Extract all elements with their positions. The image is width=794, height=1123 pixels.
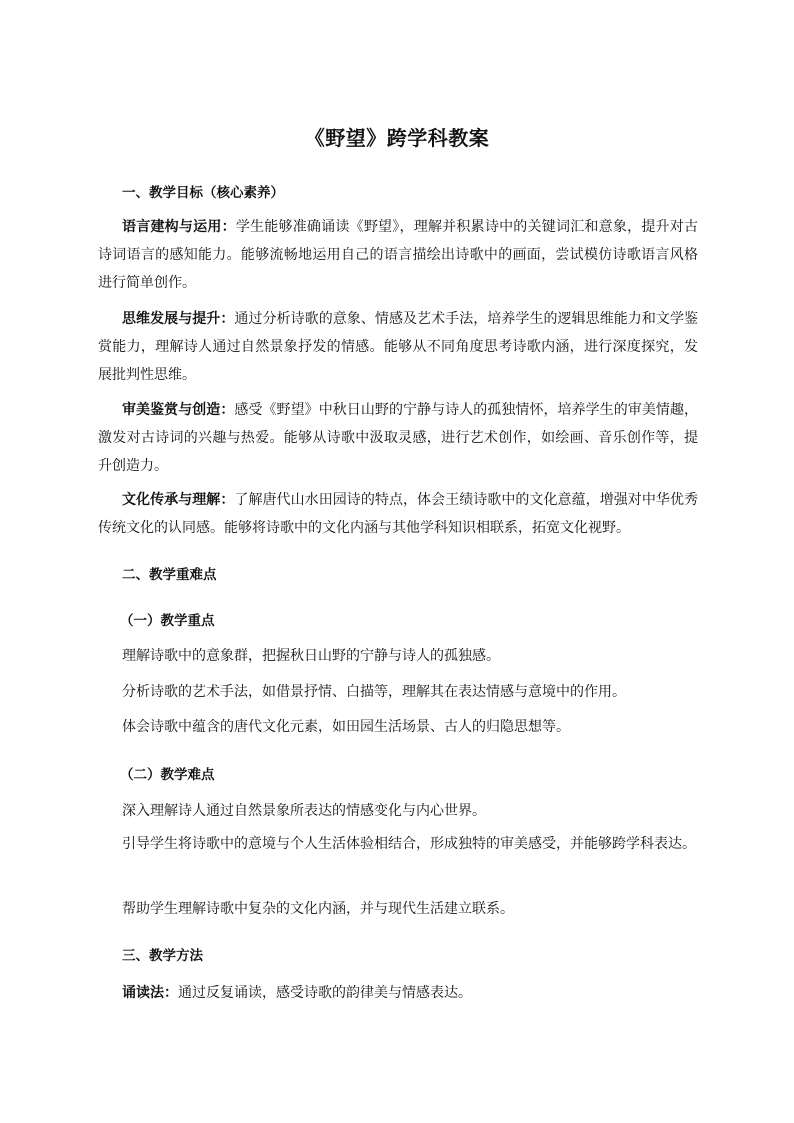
objective-thinking <box>98 305 698 389</box>
section-heading-objectives: 一、教学目标（核心素养） <box>122 185 284 201</box>
difficulty-item: 引导学生将诗歌中的意境与个人生活体验相结合，形成独特的审美感受，并能够跨学科表达。 <box>122 836 696 852</box>
method-recitation-label: 诵读法： <box>122 985 178 1001</box>
focus-item: 分析诗歌的艺术手法，如借景抒情、白描等，理解其在表达情感与意境中的作用。 <box>122 684 626 700</box>
objective-culture-text: 了解唐代山水田园诗的特点，体会王绩诗歌中的文化意蕴，增强对中华优秀传统文化的认同感。能够将诗歌中的文化内涵与其他学科知识相联系，拓宽文化视野。 <box>98 492 699 536</box>
objective-aesthetic <box>98 396 698 480</box>
focus-item: 体会诗歌中蕴含的唐代文化元素，如田园生活场景、古人的归隐思想等。 <box>122 719 570 735</box>
objective-language <box>98 213 698 297</box>
focus-item: 理解诗歌中的意象群，把握秋日山野的宁静与诗人的孤独感。 <box>122 648 500 664</box>
section-heading-key-points: 二、教学重难点 <box>122 567 217 583</box>
objective-language-label: 语言建构与运用： <box>122 219 236 235</box>
method-recitation-text: 通过反复诵读，感受诗歌的韵律美与情感表达。 <box>178 985 472 1001</box>
difficulty-item: 深入理解诗人通过自然景象所表达的情感变化与内心世界。 <box>122 803 486 819</box>
objective-aesthetic-text: 感受《野望》中秋日山野的宁静与诗人的孤独情怀，培养学生的审美情趣，激发对古诗词的兴趣与热爱。能够从诗歌中汲取灵感，进行艺术创作，如绘画、音乐创作等，提升创造力。 <box>98 402 699 474</box>
objective-language-text: 学生能够准确诵读《野望》，理解并积累诗中的关键词汇和意象，提升对古诗词语言的感知能力。能够流畅地运用自己的语言描绘出诗歌中的画面，尝试模仿诗歌语言风格进行简单创作。 <box>98 219 699 291</box>
method-item <box>122 983 702 1003</box>
difficulty-item: 帮助学生理解诗歌中复杂的文化内涵，并与现代生活建立联系。 <box>122 901 514 917</box>
objective-aesthetic-label: 审美鉴赏与创造： <box>122 402 235 418</box>
objective-culture <box>98 486 698 542</box>
subheading-focus: （一）教学重点 <box>120 613 215 629</box>
section-heading-methods: 三、教学方法 <box>122 948 203 964</box>
subheading-difficulty: （二）教学难点 <box>120 767 215 783</box>
objective-thinking-label: 思维发展与提升： <box>122 311 235 327</box>
document-title: 《野望》跨学科教案 <box>304 126 490 150</box>
objective-culture-label: 文化传承与理解： <box>122 492 235 508</box>
objective-thinking-text: 通过分析诗歌的意象、情感及艺术手法，培养学生的逻辑思维能力和文学鉴赏能力，理解诗人通过自然景象抒发的情感。能够从不同角度思考诗歌内涵，进行深度探究，发展批判性思维。 <box>98 311 699 383</box>
